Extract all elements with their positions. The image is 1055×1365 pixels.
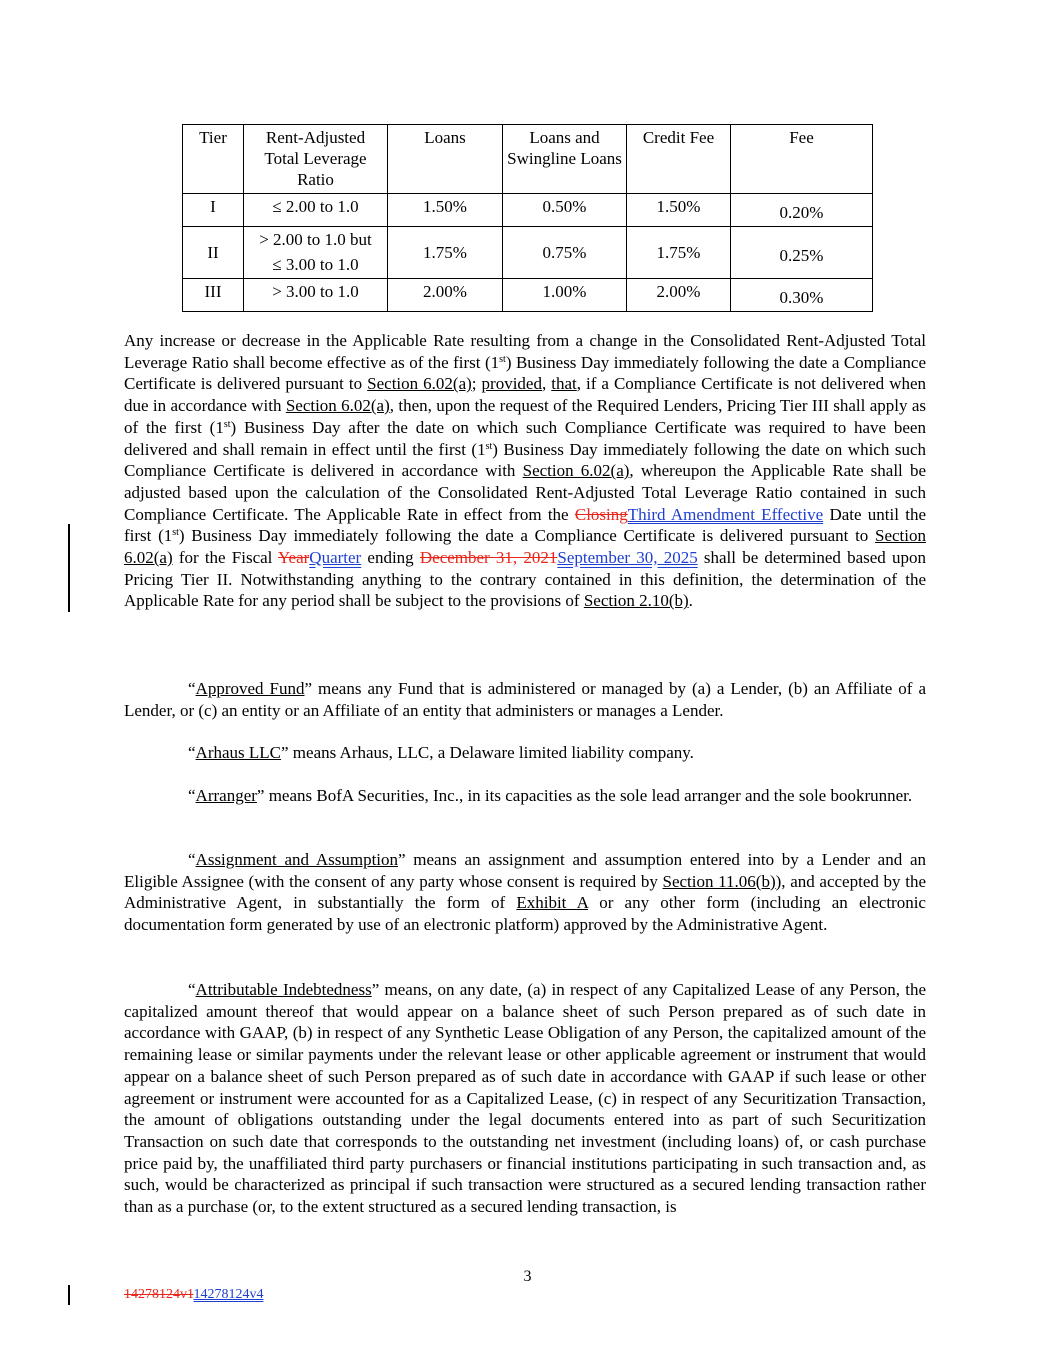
page-number: 3: [523, 1268, 532, 1285]
superscript: st: [499, 353, 506, 365]
section-reference: Section 6.02(a): [285, 396, 390, 416]
text-run: ) Business Day immediately following the date on which such Compliance Certificate is delivered in accordance with: [124, 439, 926, 481]
emphasis-provided: provided: [481, 374, 542, 394]
header-tier: Tier: [183, 125, 244, 194]
exhibit-reference: Exhibit A: [516, 893, 588, 913]
emphasis-that: that: [551, 374, 577, 394]
change-bar: [68, 524, 70, 612]
credit-fee-cell: 1.75%: [627, 227, 731, 279]
fee-cell: 0.25%: [731, 227, 873, 279]
definition-text: ” means any Fund that is administered or managed by (a) a Lender, (b) an Affiliate of a Lender, or (c) an entity or an Affiliate of an entity that administers or manages a Lender.: [124, 679, 926, 720]
definition-text: ), and accepted by the Administrative Agent, in substantially the form of: [124, 871, 926, 913]
text-run: “: [188, 743, 196, 762]
definition-text: ” means, on any date, (a) in respect of any Capitalized Lease of any Person, the capitalized amount thereof that would appear on a balance sheet of such Person prepared as of such date in accordance with GAAP, (b) in respect of any Synthetic Lease Obligation of any Person, the capitalized amount of the remaining lease or similar payments under the relevant lease or other applicable agreement or instrument that would appear on a balance sheet of such Person prepared as of such date in accordance with GAAP if such lease or other agreement or instrument were accounted for as a Capitalized Lease, (c) in respect of any Securitization Transaction, the amount of obligations outstanding under the legal documents entered into as part of such Securitization Transaction on such date that corresponds to the outstanding net investment (including loans) of, or cash purchase price paid by, the unaffiliated third party purchasers or financial institutions participating in such transaction and, as such, would be characterized as principal if such transaction were structured as a secured lending transaction rather than as a purchase (or, to the extent structured as a secured lending transaction, is: [124, 980, 926, 1217]
ratio-line: > 2.00 to 1.0 but: [259, 230, 372, 249]
section-reference: Section 11.06(b): [662, 871, 776, 891]
credit-fee-cell: 2.00%: [627, 279, 731, 312]
arhaus-llc-definition: [124, 742, 926, 764]
tier-cell: I: [183, 194, 244, 227]
credit-fee-cell: 1.50%: [627, 194, 731, 227]
text-run: for the Fiscal: [172, 548, 278, 568]
header-fee: Fee: [731, 125, 873, 194]
text-run: Date until the first (1: [124, 504, 927, 546]
ratio-cell: ≤ 2.00 to 1.0: [244, 194, 388, 227]
text-run: “: [188, 679, 196, 698]
deleted-doc-id: 14278124v1: [124, 1287, 194, 1302]
ratio-line: ≤ 3.00 to 1.0: [272, 255, 359, 274]
ratio-cell: [244, 227, 388, 279]
pricing-grid-table: [182, 124, 873, 312]
attributable-indebtedness-definition: [124, 979, 926, 1218]
table-row: [183, 227, 873, 279]
definition-text: or any other form (including an electronic documentation form generated by use of an electronic platform) approved by the Administrative Agent.: [124, 893, 926, 935]
superscript: st: [485, 440, 493, 452]
text-run: , if a Compliance Certificate is not delivered when due in accordance with: [124, 374, 927, 416]
table-header-row: [183, 125, 873, 194]
text-run: ending: [361, 548, 420, 568]
text-run: ,: [541, 374, 552, 394]
tier-cell: III: [183, 279, 244, 312]
assignment-and-assumption-definition: [124, 849, 926, 936]
text-run: , whereupon the Applicable Rate shall be adjusted based upon the calculation of the Consolidated Rent-Adjusted Total Leverage Ratio contained in such Compliance Certificate. The Applicable Rate in effect from the: [124, 461, 927, 524]
swingline-cell: 1.00%: [503, 279, 627, 312]
swingline-cell: 0.75%: [503, 227, 627, 279]
ratio-cell: > 3.00 to 1.0: [244, 279, 388, 312]
text-run: “: [188, 850, 196, 869]
header-credit-fee: Credit Fee: [627, 125, 731, 194]
definition-text: ” means Arhaus, LLC, a Delaware limited liability company.: [281, 743, 694, 762]
header-leverage-ratio: Rent-Adjusted Total Leverage Ratio: [244, 125, 388, 194]
change-bar: [68, 1285, 70, 1305]
text-run: “: [188, 980, 196, 999]
definition-text: ” means an assignment and assumption entered into by a Lender and an Eligible Assignee (with the consent of any party whose consent is required by: [124, 850, 926, 891]
applicable-rate-paragraph: [124, 330, 926, 612]
deleted-text: Closing: [574, 504, 628, 524]
definition-text: ” means BofA Securities, Inc., in its capacities as the sole lead arranger and the sole bookrunner.: [256, 786, 913, 805]
section-reference: Section 2.10(b): [583, 591, 689, 611]
defined-term: Arhaus LLC: [195, 743, 282, 762]
tier-cell: II: [183, 227, 244, 279]
inserted-text: September 30, 2025: [557, 548, 698, 568]
text-run: Any increase or decrease in the Applicable Rate resulting from a change in the Consolidated Rent-Adjusted Total Leverage Ratio shall become effective as of the first (1: [124, 331, 926, 372]
text-run: ) Business Day after the date on which such Compliance Certificate was required to have been delivered and shall remain in effect until the first (1: [124, 417, 926, 459]
defined-term: Assignment and Assumption: [195, 850, 399, 869]
defined-term: Attributable Indebtedness: [195, 980, 372, 999]
text-run: ) Business Day immediately following the date a Compliance Certificate is delivered pursuant to: [178, 526, 875, 546]
document-id-footer: [124, 1287, 263, 1303]
table-row: [183, 194, 873, 227]
defined-term: Arranger: [195, 786, 257, 805]
fee-cell: 0.30%: [731, 279, 873, 312]
superscript: st: [172, 527, 179, 539]
fee-cell: 0.20%: [731, 194, 873, 227]
text-run: “: [188, 786, 196, 805]
deleted-text: December 31, 2021: [419, 548, 558, 568]
loans-cell: 1.50%: [388, 194, 503, 227]
superscript: st: [223, 418, 231, 430]
approved-fund-definition: [124, 678, 926, 721]
text-run: ) Business Day immediately following the date a Compliance Certificate is delivered pursuant to: [124, 352, 926, 394]
text-run: .: [688, 591, 693, 611]
loans-cell: 2.00%: [388, 279, 503, 312]
defined-term: Approved Fund: [195, 679, 305, 698]
header-swingline: Loans and Swingline Loans: [503, 125, 627, 194]
loans-cell: 1.75%: [388, 227, 503, 279]
inserted-text: Quarter: [309, 548, 362, 568]
table-row: [183, 279, 873, 312]
section-reference: Section 6.02(a): [367, 374, 472, 394]
text-run: shall be determined based upon Pricing Tier II. Notwithstanding anything to the contrary contained in this definition, the determination of the Applicable Rate for any period shall be subject to the provisions of: [124, 548, 926, 611]
deleted-text: Year: [277, 548, 310, 568]
section-reference: Section 6.02(a): [522, 461, 630, 481]
inserted-doc-id: 14278124v4: [193, 1287, 264, 1302]
inserted-text: Third Amendment Effective: [627, 504, 824, 524]
swingline-cell: 0.50%: [503, 194, 627, 227]
arranger-definition: [124, 785, 926, 807]
section-reference: Section 6.02(a): [124, 526, 926, 568]
text-run: ;: [471, 374, 482, 394]
text-run: , then, upon the request of the Required Lenders, Pricing Tier III shall apply as of the first (1: [124, 396, 926, 437]
header-loans: Loans: [388, 125, 503, 194]
